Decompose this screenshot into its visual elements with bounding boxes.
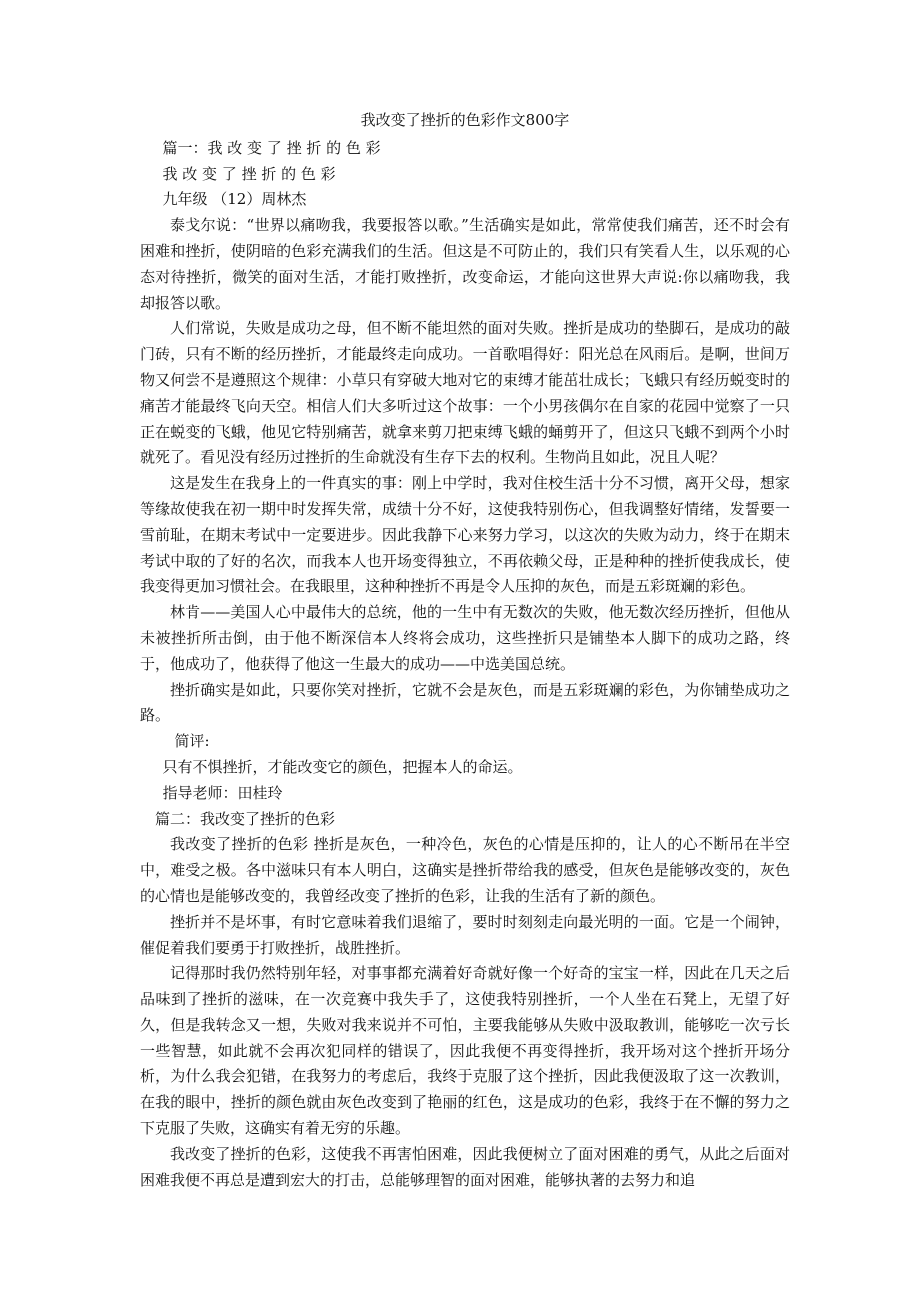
part1-author: 九年级 （12）周林杰 — [162, 190, 307, 209]
part2-paragraph-3: 记得那时我仍然特别年轻，对事事都充满着好奇就好像一个好奇的宝宝一样，因此在几天之后品味到了挫折的滋味，在一次竞赛中我失手了，这使我特别挫折，一个人坐在石凳上，无望了好久，但是我转念又一想，失败对我来说并不可怕，主要我能够从失败中汲取教训，能够吃一次亏长一些智慧，如此就不会再次犯同样的错误了，因此我便不再变得挫折，我开场对这个挫折开场分析，为什么我会犯错，在我努力的考虑后，我终于克服了这个挫折，因此我便汲取了这一次教训，在我的眼中，挫折的颜色就由灰色改变到了艳丽的红色，这是成功的色彩，我终于在不懈的努力之下克服了失败，这确实有着无穷的乐趣。 — [140, 964, 790, 1138]
part1-subheading: 我 改 变 了 挫 折 的 色 彩 — [162, 164, 336, 183]
part2-heading: 篇二：我改变了挫折的色彩 — [155, 809, 336, 828]
part2-paragraph-2: 挫折并不是坏事，有时它意味着我们退缩了，要时时刻刻走向最光明的一面。它是一个闹钟，催促着我们要勇于打败挫折，战胜挫折。 — [140, 912, 790, 957]
part2-paragraph-4: 我改变了挫折的色彩，这使我不再害怕困难，因此我便树立了面对困难的勇气，从此之后面对困难我便不再总是遭到宏大的打击，总能够理智的面对困难，能够执著的去努力和追 — [140, 1144, 790, 1189]
teacher-line: 指导老师：田桂玲 — [162, 783, 283, 802]
part1-paragraph-1: 泰戈尔说：“世界以痛吻我，我要报答以歌。”生活确实是如此，常常使我们痛苦，还不时会有困难和挫折，使阴暗的色彩充满我们的生活。但这是不可防止的，我们只有笑看人生，以乐观的心态对待挫折，微笑的面对生活，才能打败挫折，改变命运，才能向这世界大声说:你以痛吻我，我却报答以歌。 — [140, 216, 790, 312]
review-text: 只有不惧挫折，才能改变它的颜色，把握本人的命运。 — [162, 757, 523, 776]
part1-paragraph-5: 挫折确实是如此，只要你笑对挫折，它就不会是灰色，而是五彩斑斓的彩色，为你铺垫成功之路。 — [140, 680, 790, 725]
document-title: 我改变了挫折的色彩作文800字 — [360, 111, 570, 129]
part1-heading: 篇一：我 改 变 了 挫 折 的 色 彩 — [162, 138, 381, 157]
review-label: 简评: — [174, 732, 210, 751]
part2-paragraph-1: 我改变了挫折的色彩 挫折是灰色，一种冷色，灰色的心情是压抑的，让人的心不断吊在半空中，难受之极。各中滋味只有本人明白，这确实是挫折带给我的感受，但灰色是能够改变的，灰色的心情也是能够改变的，我曾经改变了挫折的色彩，让我的生活有了新的颜色。 — [140, 835, 790, 905]
part1-paragraph-2: 人们常说，失败是成功之母，但不断不能坦然的面对失败。挫折是成功的垫脚石，是成功的敲门砖，只有不断的经历挫折，才能最终走向成功。一首歌唱得好：阳光总在风雨后。是啊，世间万物又何尝不是遵照这个规律：小草只有穿破大地对它的束缚才能茁壮成长；飞蛾只有经历蜕变时的痛苦才能最终飞向天空。相信人们大多听过这个故事：一个小男孩偶尔在自家的花园中觉察了一只正在蜕变的飞蛾，他见它特别痛苦，就拿来剪刀把束缚飞蛾的蛹剪开了，但这只飞蛾不到两个小时就死了。看见没有经历过挫折的生命就没有生存下去的权利。生物尚且如此，况且人呢？ — [140, 319, 790, 467]
document-page — [140, 108, 790, 1193]
part1-paragraph-3: 这是发生在我身上的一件真实的事：刚上中学时，我对住校生活十分不习惯，离开父母，想家等缘故使我在初一期中时发挥失常，成绩十分不好，这使我特别伤心，但我调整好情绪，发誓要一雪前耻，在期末考试中一定要进步。因此我静下心来努力学习，以这次的失败为动力，终于在期末考试中取的了好的名次，而我本人也开场变得独立，不再依赖父母，正是种种的挫折使我成长，使我变得更加习惯社会。在我眼里，这种种挫折不再是令人压抑的灰色，而是五彩斑斓的彩色。 — [140, 474, 790, 596]
part1-paragraph-4: 林肯——美国人心中最伟大的总统，他的一生中有无数次的失败，他无数次经历挫折，但他从未被挫折所击倒，由于他不断深信本人终将会成功，这些挫折只是铺垫本人脚下的成功之路，终于，他成功了，他获得了他这一生最大的成功——中选美国总统。 — [140, 603, 790, 673]
